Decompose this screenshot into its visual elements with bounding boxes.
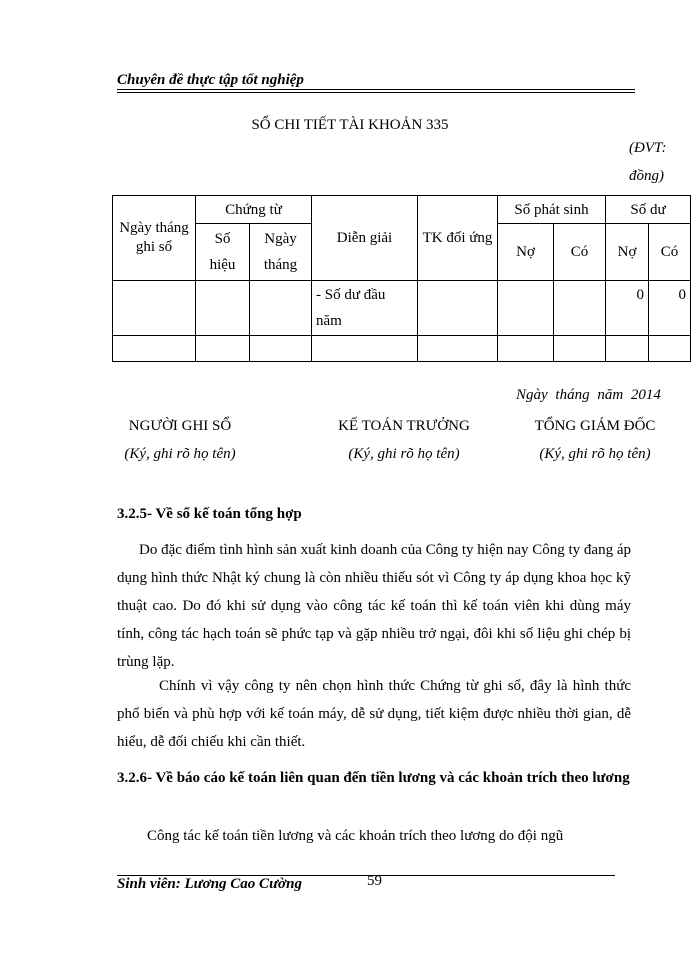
header-rule-top: [117, 89, 635, 90]
col-header-balance-debit: Nợ: [606, 224, 649, 281]
row-balance-credit: 0: [649, 281, 691, 336]
col-header-credit: Có: [554, 224, 606, 281]
signature-title-chief-accountant: KẾ TOÁN TRƯỞNG: [338, 418, 470, 434]
signature-note-director: (Ký, ghi rõ họ tên): [539, 446, 651, 462]
section-heading-326: 3.2.6- Về báo cáo kế toán liên quan đến tiền lương và các khoản trích theo lương: [117, 770, 630, 786]
signature-title-director: TỔNG GIÁM ĐỐC: [534, 418, 656, 434]
row-balance-debit: 0: [606, 281, 649, 336]
col-header-arising: Số phát sinh: [498, 196, 606, 224]
document-header: Chuyên đề thực tập tốt nghiệp: [117, 72, 304, 88]
footer-student: Sinh viên: Lương Cao Cường: [117, 876, 302, 892]
signature-title-recorder: NGƯỜI GHI SỔ: [128, 418, 232, 434]
signature-note-recorder: (Ký, ghi rõ họ tên): [124, 446, 236, 462]
col-header-voucher-no: Số hiệu: [196, 224, 250, 281]
section-heading-325: 3.2.5- Về sổ kế toán tổng hợp: [117, 506, 302, 522]
table-row-empty: [113, 336, 691, 362]
col-header-debit: Nợ: [498, 224, 554, 281]
unit-label-line2: đồng): [629, 168, 664, 184]
table-header-row: [113, 196, 691, 224]
section-325-paragraph-1: Do đặc điểm tình hình sản xuất kinh doanh của Công ty hiện nay Công ty đang áp dụng hình thức Nhật ký chung là còn nhiều thiếu sót vì Công ty áp dụng khoa học kỹ thuật cao. Do đó khi sử dụng vào công tác kế toán thì kế toán viên khi dùng máy tính, công tác hạch toán sẽ phức tạp và gặp nhiều trở ngại, đôi khi số liệu ghi chép bị trùng lặp.: [117, 542, 631, 670]
table-row: [113, 281, 691, 336]
page-number: 59: [367, 873, 382, 889]
signature-date: Ngày tháng năm 2014: [516, 387, 661, 403]
section-326-paragraph-1: Công tác kế toán tiền lương và các khoản trích theo lương do đội ngũ: [147, 828, 564, 844]
col-header-date: Ngày tháng ghi sổ: [113, 196, 196, 281]
col-header-description: Diễn giải: [312, 196, 418, 281]
row-description: - Số dư đầu năm: [312, 281, 418, 336]
col-header-balance-credit: Có: [649, 224, 691, 281]
signature-note-chief-accountant: (Ký, ghi rõ họ tên): [348, 446, 460, 462]
col-header-counter-account: TK đối ứng: [418, 196, 498, 281]
section-325-paragraph-2: Chính vì vậy công ty nên chọn hình thức Chứng từ ghi sổ, đây là hình thức phổ biến và phù hợp với kế toán máy, dễ sử dụng, tiết kiệm được nhiều thời gian, dễ hiểu, dễ đối chiếu khi cần thiết.: [117, 678, 631, 750]
header-rule-bottom: [117, 92, 635, 93]
unit-label-line1: (ĐVT:: [629, 140, 667, 156]
ledger-table: [112, 195, 691, 362]
col-header-voucher: Chứng từ: [196, 196, 312, 224]
ledger-title: SỔ CHI TIẾT TÀI KHOẢN 335: [251, 117, 449, 133]
col-header-balance: Số dư: [606, 196, 691, 224]
col-header-voucher-date: Ngày tháng: [250, 224, 312, 281]
